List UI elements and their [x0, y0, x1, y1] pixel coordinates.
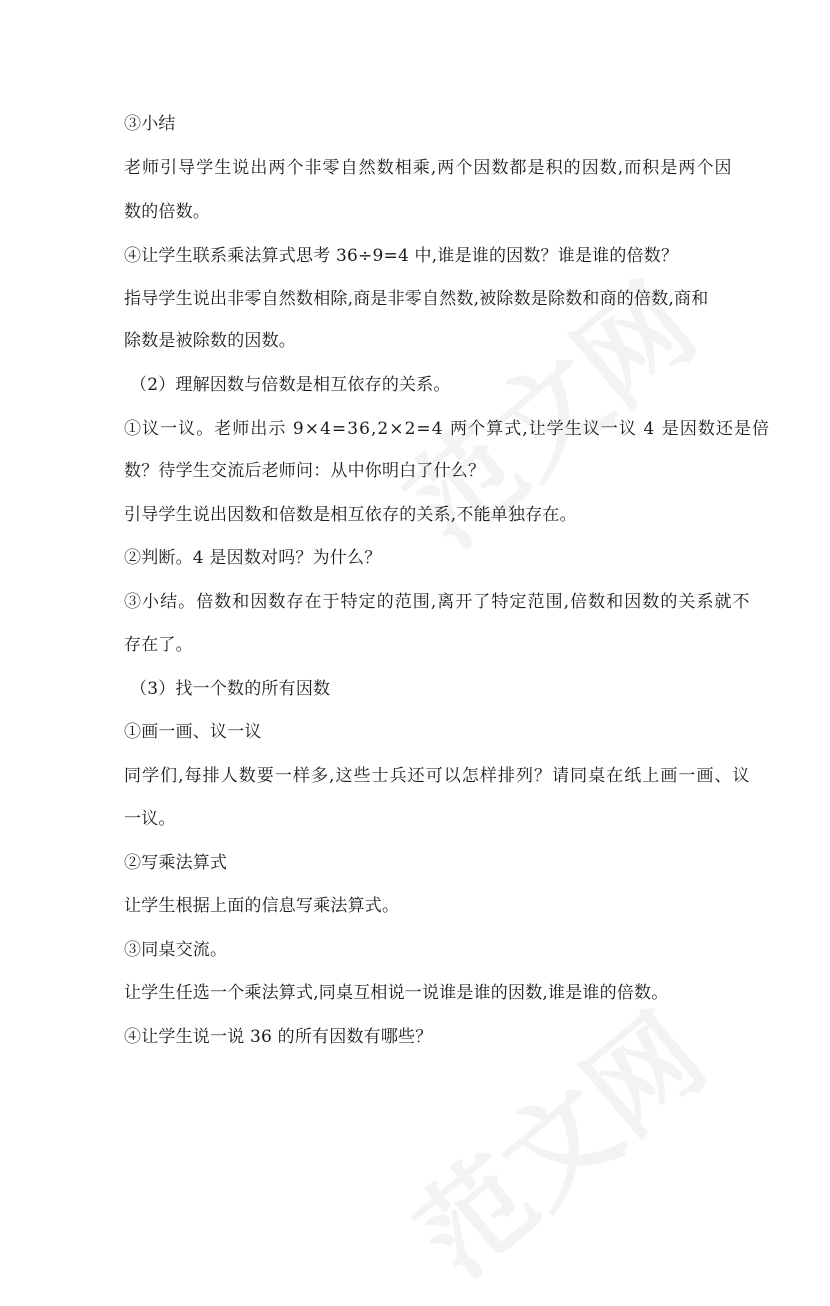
paragraph-line: 数的倍数。	[124, 202, 210, 222]
paragraph-line: 指导学生说出非零自然数相除,商是非零自然数,被除数是除数和商的倍数,商和	[124, 289, 709, 309]
paragraph-line: ②写乘法算式	[124, 853, 228, 873]
paragraph-line: ④让学生说一说 36 的所有因数有哪些？	[124, 1027, 433, 1047]
paragraph-line: 让学生任选一个乘法算式,同桌互相说一说谁是谁的因数,谁是谁的倍数。	[124, 983, 669, 1003]
paragraph-line: 一议。	[124, 809, 176, 829]
paragraph-line: 引导学生说出因数和倍数是相互依存的关系,不能单独存在。	[124, 505, 577, 525]
paragraph-line: ①议一议。老师出示 9×4=36,2×2=4 两个算式,让学生议一议 4 是因数还是倍	[124, 419, 771, 439]
paragraph-line: ④让学生联系乘法算式思考 36÷9=4 中,谁是谁的因数？谁是谁的倍数？	[124, 246, 679, 266]
paragraph-line: 老师引导学生说出两个非零自然数相乘,两个因数都是积的因数,而积是两个因	[124, 158, 733, 178]
paragraph-line: ③小结	[124, 114, 176, 134]
paragraph-line: 同学们,每排人数要一样多,这些士兵还可以怎样排列？请同桌在纸上画一画、议	[124, 766, 751, 786]
paragraph-line: 存在了。	[124, 635, 193, 655]
paragraph-line: ①画一画、议一议	[124, 722, 262, 742]
paragraph-line: 除数是被除数的因数。	[124, 331, 296, 351]
section-heading: （2）理解因数与倍数是相互依存的关系。	[130, 375, 451, 395]
paragraph-line: 数？待学生交流后老师问：从中你明白了什么？	[124, 461, 486, 481]
paragraph-line: 让学生根据上面的信息写乘法算式。	[124, 896, 400, 916]
watermark	[378, 972, 732, 1305]
section-heading: （3）找一个数的所有因数	[130, 679, 331, 699]
paragraph-line: ②判断。4 是因数对吗？为什么？	[124, 548, 382, 568]
paragraph-line: ③同桌交流。	[124, 940, 228, 960]
paragraph-line: ③小结。倍数和因数存在于特定的范围,离开了特定范围,倍数和因数的关系就不	[124, 592, 751, 612]
